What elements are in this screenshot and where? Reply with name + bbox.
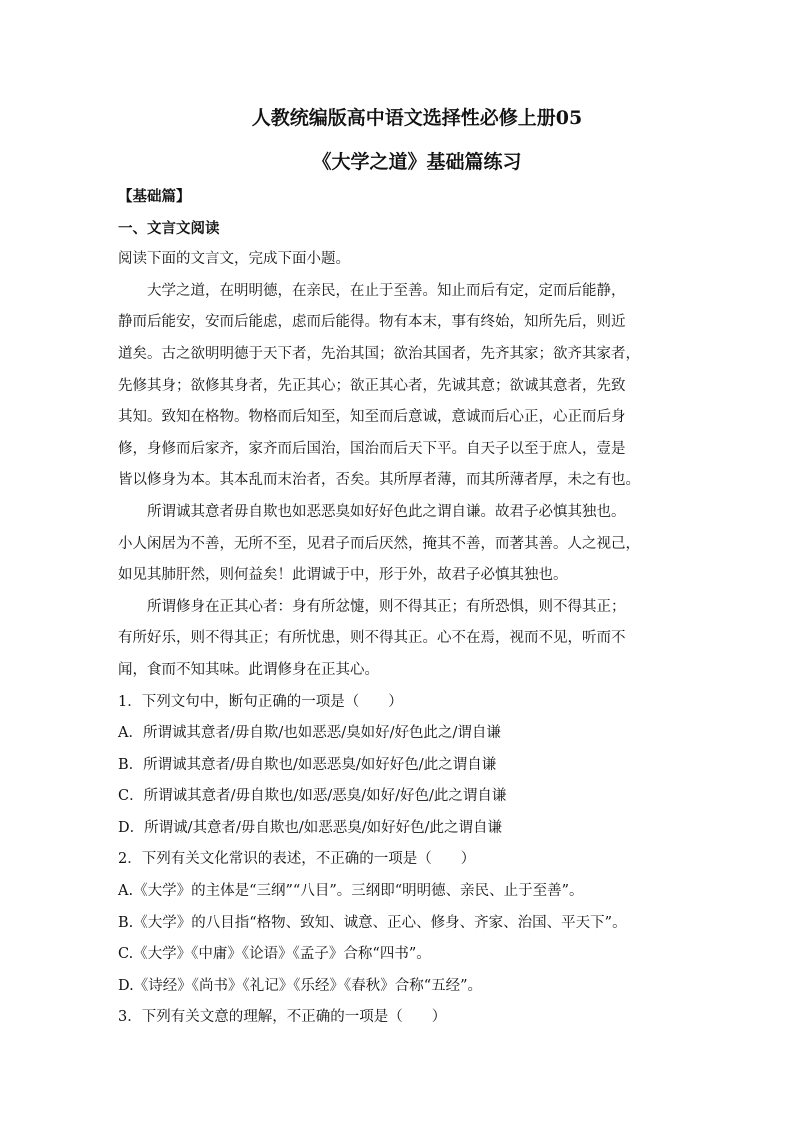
option-a: A．所谓诚其意者/毋自欺/也如恶恶/臭如好/好色此之/谓自谦 xyxy=(118,725,501,742)
part-heading: 一、文言文阅读 xyxy=(118,219,220,237)
title-block xyxy=(0,103,794,177)
passage-line: 所谓修身在正其心者：身有所忿懥，则不得其正；有所恐惧，则不得其正； xyxy=(147,598,626,615)
passage-line: 静而后能安，安而后能虑，虑而后能得。物有本末，事有终始，知所先后，则近 xyxy=(118,314,626,331)
option-d: D.《诗经》《尚书》《礼记》《乐经》《春秋》合称“五经”。 xyxy=(118,977,483,994)
document-subtitle: 《大学之道》基础篇练习 xyxy=(312,151,522,173)
option-c: C.《大学》《中庸》《论语》《孟子》合称“四书”。 xyxy=(118,946,431,963)
question-2 xyxy=(118,844,678,1002)
option-a: A.《大学》的主体是“三纲”“八目”。三纲即“明明德、亲民、止于至善”。 xyxy=(118,883,584,900)
passage-line: 所谓诚其意者毋自欺也如恶恶臭如好好色此之谓自谦。故君子必慎其独也。 xyxy=(147,503,626,520)
question-stem: 1．下列文句中，断句正确的一项是（ ） xyxy=(118,693,403,710)
passage-line: 大学之道，在明明德，在亲民，在止于至善。知止而后有定，定而后能静， xyxy=(147,282,626,299)
passage-line: 修，身修而后家齐，家齐而后国治，国治而后天下平。自天子以至于庶人，壹是 xyxy=(118,440,626,457)
document-title: 人教统编版高中语文选择性必修上册05 xyxy=(251,107,583,129)
passage-paragraph-3 xyxy=(118,592,678,687)
passage-line: 道矣。古之欲明明德于天下者，先治其国；欲治其国者，先齐其家；欲齐其家者， xyxy=(118,345,640,362)
passage-paragraph-2 xyxy=(118,497,678,592)
question-stem: 2．下列有关文化常识的表述，不正确的一项是（ ） xyxy=(118,851,476,868)
question-1 xyxy=(118,687,678,845)
passage-paragraph-1 xyxy=(118,276,678,497)
option-b: B．所谓诚其意者/毋自欺也/如恶恶臭/如好好色/此之谓自谦 xyxy=(118,756,497,773)
passage-line: 闻，食而不知其味。此谓修身在正其心。 xyxy=(118,661,379,678)
option-b: B.《大学》的八目指“格物、致知、诚意、正心、修身、齐家、治国、平天下”。 xyxy=(118,914,627,931)
instruction-text: 阅读下面的文言文，完成下面小题。 xyxy=(118,251,350,268)
section-heading: 【基础篇】 xyxy=(118,188,191,205)
passage-line: 有所好乐，则不得其正；有所忧患，则不得其正。心不在焉，视而不见，听而不 xyxy=(118,630,626,647)
option-c: C．所谓诚其意者/毋自欺也/如恶/恶臭/如好/好色/此之谓自谦 xyxy=(118,788,507,805)
document-body xyxy=(118,181,678,1034)
passage-line: 先修其身；欲修其身者，先正其心；欲正其心者，先诚其意；欲诚其意者，先致 xyxy=(118,377,626,394)
passage-line: 小人闲居为不善，无所不至，见君子而后厌然，掩其不善，而著其善。人之视己， xyxy=(118,535,640,552)
option-d: D．所谓诚/其意者/毋自欺也/如恶恶臭/如好好色/此之谓自谦 xyxy=(118,819,503,836)
passage-line: 皆以修身为本。其本乱而末治者，否矣。其所厚者薄，而其所薄者厚，未之有也。 xyxy=(118,472,640,489)
passage-line: 其知。致知在格物。物格而后知至，知至而后意诚，意诚而后心正，心正而后身 xyxy=(118,409,626,426)
question-3 xyxy=(118,1002,678,1034)
question-stem: 3．下列有关文意的理解，不正确的一项是（ ） xyxy=(118,1009,447,1026)
passage-line: 如见其肺肝然，则何益矣！此谓诚于中，形于外，故君子必慎其独也。 xyxy=(118,567,568,584)
